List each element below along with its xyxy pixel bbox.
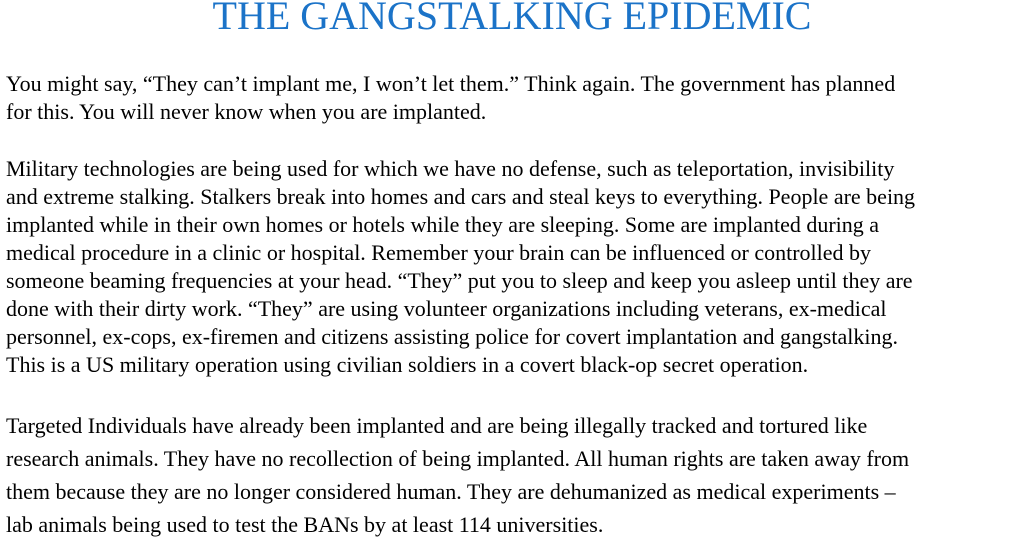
document-title: THE GANGSTALKING EPIDEMIC [212, 0, 812, 38]
text-line: You might say, “They can’t implant me, I won’t let them.” Think again. The government has planned [6, 71, 896, 96]
text-line: them because they are no longer considered human. They are dehumanized as medical experiments – [6, 479, 896, 504]
text-line: This is a US military operation using civilian soldiers in a covert black-op secret operation. [6, 352, 809, 377]
text-line: for this. You will never know when you are implanted. [6, 99, 487, 124]
text-line: research animals. They have no recollection of being implanted. All human rights are taken away from [6, 446, 910, 471]
text-line: lab animals being used to test the BANs by at least 114 universities. [6, 512, 604, 537]
text-line: implanted while in their own homes or hotels while they are sleeping. Some are implanted during a [6, 212, 880, 237]
paragraph-targeted-individuals [6, 409, 909, 541]
text-line: personnel, ex-cops, ex-firemen and citizens assisting police for covert implantation and gangstalking. [6, 324, 898, 349]
text-line: Military technologies are being used for which we have no defense, such as teleportation, invisibility [6, 156, 895, 181]
text-line: someone beaming frequencies at your head. “They” put you to sleep and keep you asleep until they are [6, 268, 913, 293]
paragraph-military-technologies [6, 155, 915, 379]
text-line: medical procedure in a clinic or hospital. Remember your brain can be influenced or controlled by [6, 240, 872, 265]
text-line: and extreme stalking. Stalkers break into homes and cars and steal keys to everything. People are being [6, 184, 916, 209]
text-line: Targeted Individuals have already been implanted and are being illegally tracked and tortured like [6, 413, 868, 438]
text-line: done with their dirty work. “They” are using volunteer organizations including veterans, ex-medical [6, 296, 887, 321]
paragraph-implant-warning [6, 70, 895, 126]
